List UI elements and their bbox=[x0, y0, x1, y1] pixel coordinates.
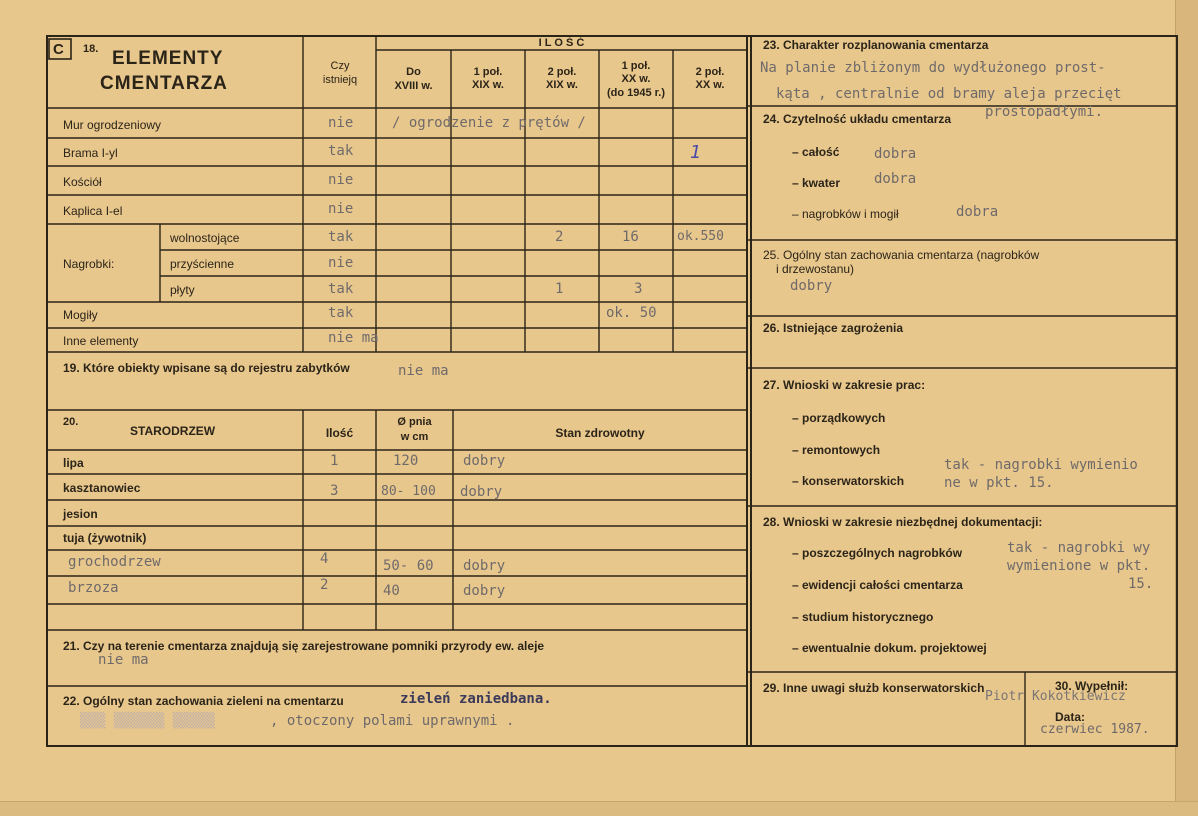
row-label: płyty bbox=[170, 283, 195, 297]
sub-item: – kwater bbox=[792, 176, 841, 190]
column-header: Stan zdrowotny bbox=[555, 426, 645, 440]
row-label: Mur ogrodzeniowy bbox=[63, 118, 162, 132]
column-header: Do bbox=[406, 66, 421, 78]
column-header: Ø pnia bbox=[397, 416, 432, 428]
section-title: STARODRZEW bbox=[130, 424, 216, 438]
row-label: Kaplica I-el bbox=[63, 204, 123, 218]
row-value-2pol19: 1 bbox=[555, 281, 564, 297]
section-23-value: Na planie zbliżonym do wydłużonego prost- bbox=[760, 60, 1106, 76]
row-value-exists: tak bbox=[328, 305, 354, 321]
row-value-1pol20: ok. 50 bbox=[606, 305, 657, 321]
sub-item: – studium historycznego bbox=[792, 610, 934, 624]
column-header: XIX w. bbox=[472, 79, 504, 91]
tree-name: jesion bbox=[63, 507, 98, 521]
sub-item: – ewidencji całości cmentarza bbox=[792, 578, 963, 592]
column-header: Ilość bbox=[325, 426, 354, 440]
section-21-label: 21. Czy na terenie cmentarza znajdują się zarejestrowane pomniki przyrody ew. aleje bbox=[63, 639, 545, 653]
row-value-exists: nie bbox=[328, 172, 354, 188]
section-19-value: nie ma bbox=[398, 363, 449, 379]
sub-item-value: dobra bbox=[874, 146, 917, 162]
faded-text: ▒▒▒ ▒▒▒▒▒▒ ▒▒▒▒▒ bbox=[80, 713, 215, 729]
section-number: 18. bbox=[83, 43, 99, 55]
section-23-value: kąta , centralnie od bramy aleja przecięt bbox=[776, 86, 1122, 102]
column-header: XX w. bbox=[621, 73, 651, 85]
sub-item: – nagrobków i mogił bbox=[792, 207, 899, 221]
row-label: Inne elementy bbox=[63, 334, 139, 348]
section-22-value: , otoczony polami uprawnymi . bbox=[270, 713, 515, 729]
row-value-exists: nie bbox=[328, 115, 354, 131]
column-header: 2 poł. bbox=[547, 66, 577, 78]
column-header: Czy bbox=[330, 60, 350, 72]
column-header: (do 1945 r.) bbox=[606, 87, 666, 99]
tree-count: 3 bbox=[330, 483, 339, 499]
column-header: istniejq bbox=[322, 74, 358, 86]
section-number: 20. bbox=[63, 416, 79, 428]
sub-item-value: ne w pkt. 15. bbox=[944, 475, 1054, 491]
tree-condition: dobry bbox=[460, 484, 503, 500]
sub-item: – remontowych bbox=[792, 443, 881, 457]
nagrobki-label: Nagrobki: bbox=[63, 257, 115, 271]
column-header: 2 poł. bbox=[695, 66, 725, 78]
sub-item: – porządkowych bbox=[792, 411, 886, 425]
section-28-label: 28. Wnioski w zakresie niezbędnej dokumentacji: bbox=[763, 515, 1043, 529]
row-value-2pol20: ok.550 bbox=[677, 229, 724, 244]
section-24-value: prostopadłymi. bbox=[985, 104, 1104, 120]
row-label: wolnostojące bbox=[170, 231, 240, 245]
section-23-label: 23. Charakter rozplanowania cmentarza bbox=[763, 38, 989, 52]
tree-trunk: 50- 60 bbox=[383, 558, 434, 574]
tree-trunk: 80- 100 bbox=[381, 484, 436, 499]
tree-name: grochodrzew bbox=[68, 554, 161, 570]
row-value-exists: nie bbox=[328, 201, 354, 217]
sub-item-value: 15. bbox=[1128, 576, 1154, 592]
tree-count: 1 bbox=[330, 453, 339, 469]
column-header: XX w. bbox=[695, 79, 725, 91]
section-25-value: dobry bbox=[790, 278, 833, 294]
section-letter: C bbox=[53, 41, 64, 58]
section-24-label: 24. Czytelność układu cmentarza bbox=[763, 112, 952, 126]
row-value-2pol20: 1 bbox=[690, 142, 702, 163]
row-label: Kościół bbox=[63, 175, 102, 189]
row-label: Mogiły bbox=[63, 308, 98, 322]
tree-name: kasztanowiec bbox=[63, 481, 141, 495]
section-25-label: 25. Ogólny stan zachowania cmentarza (nagrobków bbox=[763, 248, 1040, 262]
sub-item-value: dobra bbox=[874, 171, 917, 187]
tree-condition: dobry bbox=[463, 558, 506, 574]
section-22-value: zieleń zaniedbana. bbox=[400, 691, 552, 707]
row-label: przyścienne bbox=[170, 257, 235, 271]
row-value-exists: tak bbox=[328, 281, 354, 297]
date-label: Data: bbox=[1055, 710, 1086, 724]
date-value: czerwiec 1987. bbox=[1040, 722, 1150, 737]
section-22-label: 22. Ogólny stan zachowania zieleni na cmentarzu bbox=[63, 694, 344, 708]
tree-count: 2 bbox=[320, 577, 329, 593]
column-header: 1 poł. bbox=[473, 66, 503, 78]
tree-condition: dobry bbox=[463, 583, 506, 599]
row-value-1pol20: 3 bbox=[634, 281, 643, 297]
tree-name: tuja (żywotnik) bbox=[63, 531, 147, 545]
row-label: Brama I-yl bbox=[63, 146, 118, 160]
row-value-exists: nie ma bbox=[328, 330, 379, 346]
column-header: XVIII w. bbox=[394, 80, 433, 92]
section-title: ELEMENTY bbox=[112, 48, 224, 69]
column-header: XIX w. bbox=[546, 79, 578, 91]
section-30-value: Piotr Kokotkiewicz bbox=[985, 689, 1126, 704]
section-25-label: i drzewostanu) bbox=[776, 262, 855, 276]
column-header: w cm bbox=[400, 431, 429, 443]
sub-item: – poszczególnych nagrobków bbox=[792, 546, 963, 560]
section-30-label: 30. Wypełnił: bbox=[1055, 679, 1129, 693]
tree-condition: dobry bbox=[463, 453, 506, 469]
sub-item-value: tak - nagrobki wymienio bbox=[944, 457, 1138, 473]
row-value-exists: tak bbox=[328, 143, 354, 159]
tree-trunk: 40 bbox=[383, 583, 400, 599]
section-19-label: 19. Które obiekty wpisane są do rejestru zabytków bbox=[63, 361, 350, 375]
row-value-exists: nie bbox=[328, 255, 354, 271]
sub-item-value: wymienione w pkt. bbox=[1007, 558, 1151, 574]
row-value-exists: tak bbox=[328, 229, 354, 245]
section-21-value: nie ma bbox=[98, 652, 149, 668]
tree-trunk: 120 bbox=[393, 453, 419, 469]
section-27-label: 27. Wnioski w zakresie prac: bbox=[763, 378, 926, 392]
sub-item: – konserwatorskich bbox=[792, 474, 905, 488]
sub-item: – całość bbox=[792, 145, 840, 159]
column-group-header: I L O Ś Ć bbox=[538, 37, 585, 49]
row-value-2pol19: 2 bbox=[555, 229, 564, 245]
section-29-label: 29. Inne uwagi służb konserwatorskich bbox=[763, 681, 985, 695]
tree-name: brzoza bbox=[68, 580, 119, 596]
section-26-label: 26. Istniejące zagrożenia bbox=[763, 321, 904, 335]
section-title: CMENTARZA bbox=[100, 73, 228, 94]
column-header: 1 poł. bbox=[621, 60, 651, 72]
tree-name: lipa bbox=[63, 456, 84, 470]
tree-count: 4 bbox=[320, 551, 329, 567]
sub-item-value: dobra bbox=[956, 204, 999, 220]
row-note: / ogrodzenie z prętów / bbox=[392, 115, 586, 131]
row-value-1pol20: 16 bbox=[622, 229, 639, 245]
sub-item: – ewentualnie dokum. projektowej bbox=[792, 641, 987, 655]
sub-item-value: tak - nagrobki wy bbox=[1007, 540, 1151, 556]
